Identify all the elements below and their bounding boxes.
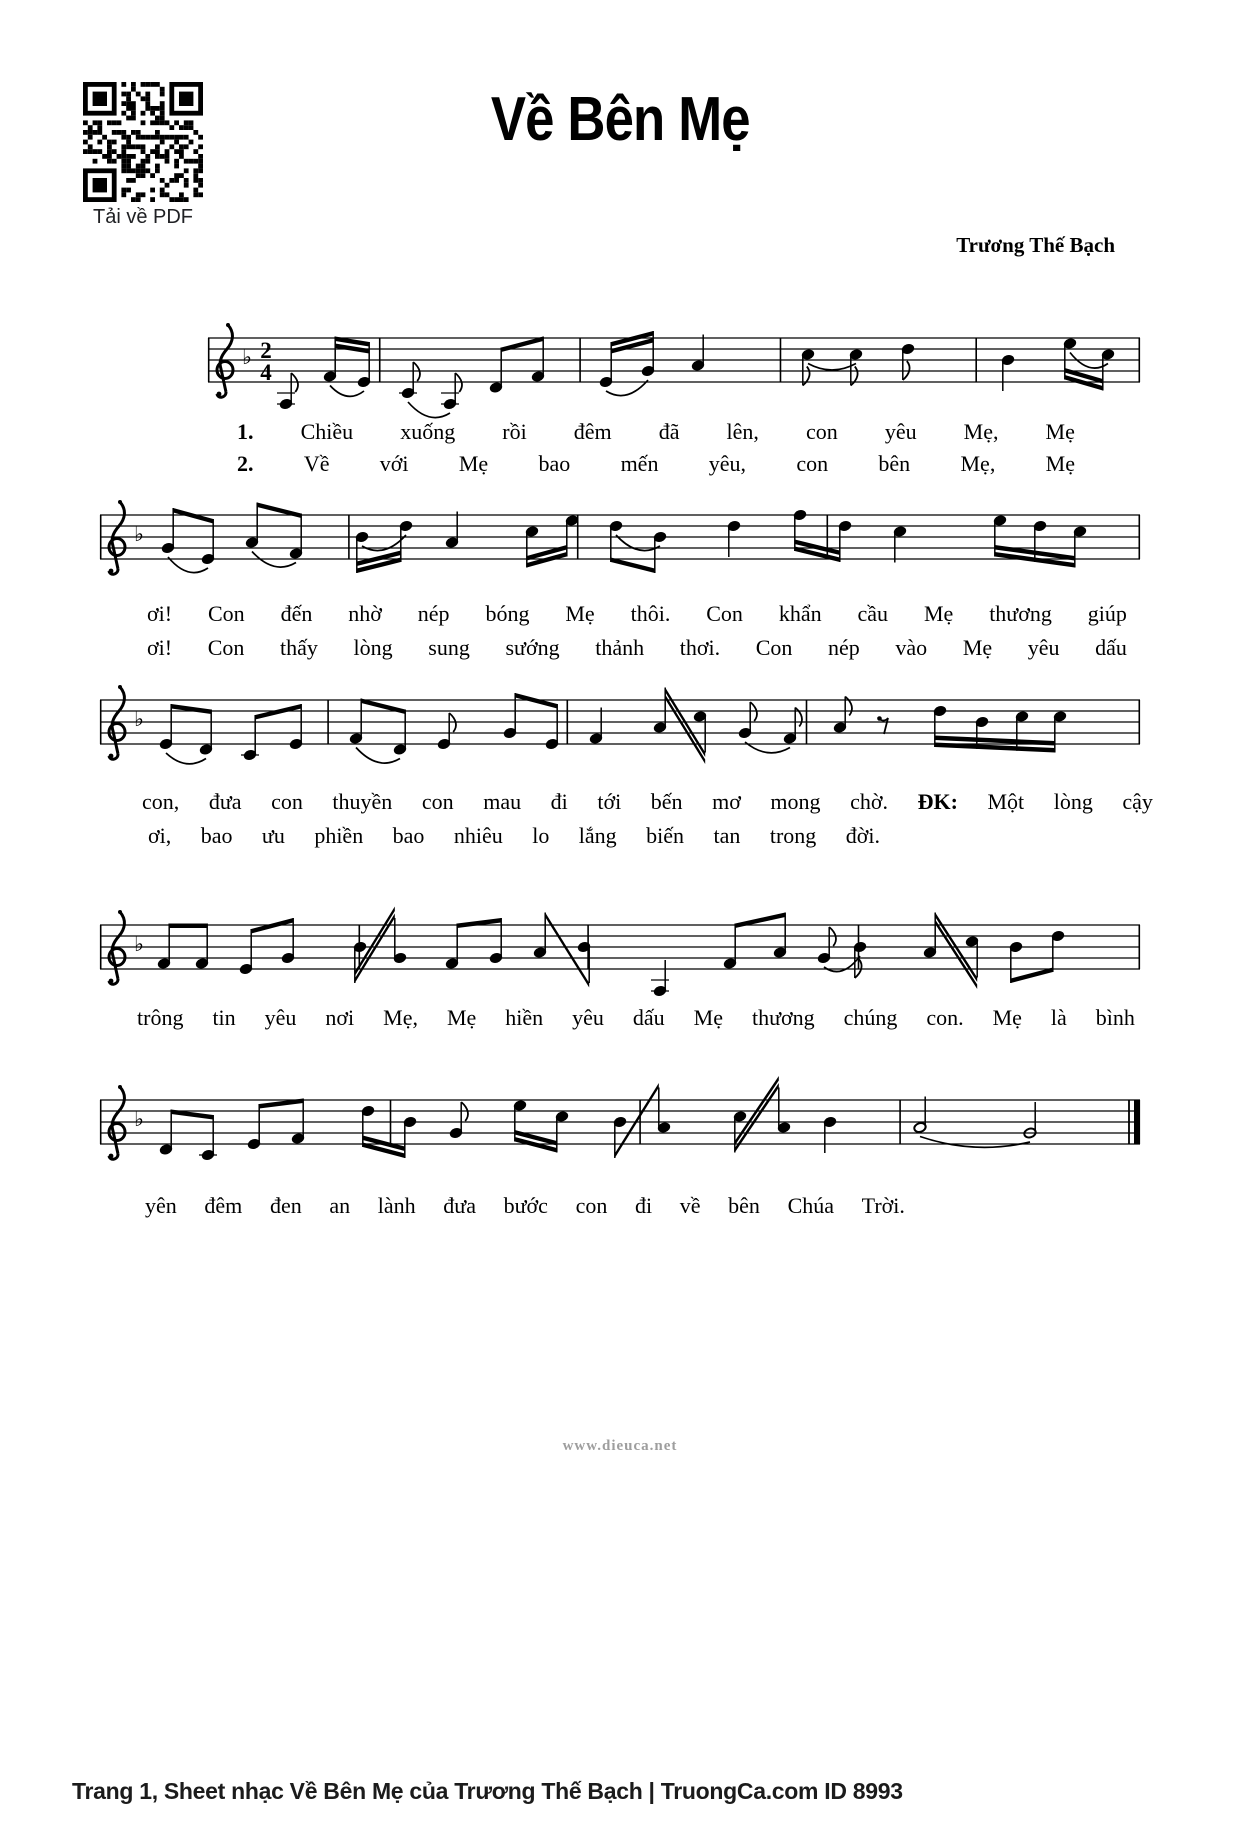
- lyric-word: ơi!: [147, 635, 173, 660]
- lyric-word: con.: [926, 1005, 964, 1030]
- lyric-word: yên: [145, 1193, 177, 1218]
- lyric-word: con: [806, 419, 838, 444]
- lyric-word: đưa: [443, 1193, 476, 1218]
- lyric-word: nép: [417, 601, 450, 626]
- lyric-word: bao: [200, 823, 233, 848]
- lyric-word: lành: [377, 1193, 416, 1218]
- lyric-word: là: [1050, 1005, 1067, 1030]
- lyric-line-verse2-c: [148, 822, 880, 850]
- svg-text:♭: ♭: [134, 522, 144, 546]
- lyric-word: mơ: [712, 789, 741, 814]
- lyric-word: nhiêu: [453, 823, 503, 848]
- lyric-word: yêu,: [708, 451, 747, 476]
- lyric-word: Về: [303, 451, 330, 476]
- lyric-word: thương: [989, 601, 1052, 626]
- svg-text:♭: ♭: [134, 707, 144, 731]
- lyric-line-chorus-b: [145, 1192, 905, 1220]
- lyric-line-verse1-b: [147, 600, 1127, 628]
- lyric-word: con: [796, 451, 829, 476]
- lyric-word: nép: [828, 635, 860, 660]
- lyric-word: tới: [597, 789, 622, 814]
- lyric-word: với: [379, 451, 409, 476]
- lyric-line-verse1-a: [237, 418, 1075, 446]
- lyric-line-chorus-a: [137, 1004, 1135, 1032]
- lyric-word: thơi.: [679, 635, 721, 660]
- lyric-word: yêu: [1027, 635, 1060, 660]
- lyric-word: đi: [635, 1193, 653, 1218]
- lyric-word: con: [421, 789, 454, 814]
- svg-text:♭: ♭: [242, 345, 252, 369]
- lyric-word: dấu: [1095, 635, 1127, 660]
- lyric-word: Con: [755, 635, 793, 660]
- lyric-word: Mẹ: [923, 601, 954, 626]
- lyric-word: sung: [428, 635, 470, 660]
- lyric-word: biến: [646, 823, 685, 848]
- lyric-word: yêu: [264, 1005, 297, 1030]
- lyric-word: an: [329, 1193, 351, 1218]
- download-pdf-label[interactable]: Tải về PDF: [92, 206, 194, 228]
- lyric-word: lo: [532, 823, 550, 848]
- lyric-word: ơi!: [147, 601, 173, 626]
- lyric-word: đời.: [845, 823, 880, 848]
- lyric-word: mong: [770, 789, 821, 814]
- lyric-word: Chúa: [787, 1193, 835, 1218]
- lyric-word: cậy: [1122, 789, 1153, 814]
- lyric-word: cầu: [857, 601, 889, 626]
- watermark-text: www.dieuca.net: [562, 1438, 678, 1454]
- lyric-word: thuyền: [332, 789, 393, 814]
- lyric-word: đen: [269, 1193, 302, 1218]
- lyric-word: đến: [280, 601, 313, 626]
- lyric-word: con: [271, 789, 303, 814]
- lyric-word: bao: [538, 451, 571, 476]
- lyric-word: bao: [392, 823, 425, 848]
- lyric-word: giúp: [1087, 601, 1127, 626]
- lyric-word: bên: [878, 451, 911, 476]
- lyric-word: Mẹ: [1045, 451, 1075, 476]
- lyric-word: phiền: [314, 823, 364, 848]
- lyric-word: đêm: [204, 1193, 243, 1218]
- lyric-word: ơi,: [148, 823, 172, 848]
- lyric-word: về: [679, 1193, 701, 1218]
- lyric-word: yêu: [572, 1005, 604, 1030]
- lyric-word: lòng: [353, 635, 393, 660]
- lyric-word: Mẹ: [565, 601, 595, 626]
- lyric-word: trông: [137, 1005, 184, 1030]
- lyric-word: mến: [620, 451, 659, 476]
- lyric-word: trong: [769, 823, 817, 848]
- lyric-word: rồi: [502, 419, 527, 444]
- lyric-word: đưa: [208, 789, 242, 814]
- lyric-word: Mẹ,: [383, 1005, 418, 1030]
- lyric-word: bình: [1095, 1005, 1135, 1030]
- lyric-word: bến: [650, 789, 683, 814]
- svg-text:♭: ♭: [134, 1107, 144, 1131]
- lyric-word: Mẹ: [458, 451, 489, 476]
- lyric-word: lắng: [578, 823, 617, 848]
- lyric-word: nơi: [325, 1005, 355, 1030]
- lyric-word: Chiều: [300, 419, 354, 444]
- lyric-word: tin: [212, 1005, 236, 1030]
- lyric-word: mau: [483, 789, 522, 814]
- lyric-word: sướng: [505, 635, 560, 660]
- lyric-word: khẩn: [778, 601, 822, 626]
- lyric-word: chúng: [843, 1005, 898, 1030]
- lyric-word: yêu: [884, 419, 917, 444]
- lyric-word: 2.: [237, 451, 254, 476]
- lyric-word: lên,: [726, 419, 759, 444]
- svg-text:4: 4: [260, 360, 272, 385]
- footer-caption: Trang 1, Sheet nhạc Về Bên Mẹ của Trương Thế Bạch | TruongCa.com ID 8993: [72, 1778, 903, 1804]
- lyric-word: nhờ: [348, 601, 382, 626]
- lyric-word: ĐK:: [917, 789, 958, 814]
- lyric-word: Mẹ: [693, 1005, 723, 1030]
- music-staff-system-5: [85, 1052, 1165, 1212]
- lyric-word: thấy: [280, 635, 318, 660]
- page-title: Về Bên Mẹ: [490, 85, 750, 154]
- lyric-word: Trời.: [861, 1193, 905, 1218]
- lyric-word: tan: [713, 823, 741, 848]
- lyric-line-verse1-c: [142, 788, 1153, 816]
- lyric-word: Con: [706, 601, 743, 626]
- lyric-word: thảnh: [595, 635, 645, 660]
- lyric-word: hiền: [505, 1005, 544, 1030]
- lyric-word: thương: [751, 1005, 815, 1030]
- svg-text:2: 2: [260, 338, 272, 363]
- lyric-word: Mẹ: [962, 635, 993, 660]
- lyric-word: thôi.: [630, 601, 671, 626]
- lyric-word: Một: [987, 789, 1025, 814]
- lyric-word: bóng: [485, 601, 530, 626]
- lyric-word: Mẹ,: [963, 419, 999, 444]
- lyric-word: đêm: [573, 419, 612, 444]
- lyric-word: Con: [207, 635, 245, 660]
- lyric-word: đã: [658, 419, 680, 444]
- lyric-word: con,: [142, 789, 180, 814]
- lyric-word: bước: [503, 1193, 548, 1218]
- lyric-word: bên: [728, 1193, 760, 1218]
- lyric-word: Mẹ,: [960, 451, 996, 476]
- lyric-word: Mẹ: [1045, 419, 1075, 444]
- lyric-word: Mẹ: [992, 1005, 1022, 1030]
- lyric-word: vào: [895, 635, 928, 660]
- lyric-word: ưu: [261, 823, 285, 848]
- lyric-word: con: [575, 1193, 608, 1218]
- lyric-word: đi: [550, 789, 568, 814]
- lyric-word: xuống: [400, 419, 456, 444]
- svg-text:♭: ♭: [134, 932, 144, 956]
- lyric-word: Mẹ: [446, 1005, 477, 1030]
- lyric-line-verse2-b: [147, 634, 1127, 662]
- lyric-word: chờ.: [850, 789, 888, 814]
- lyric-word: lòng: [1053, 789, 1093, 814]
- lyric-word: Con: [207, 601, 245, 626]
- composer-name: Trương Thế Bạch: [956, 233, 1115, 257]
- lyric-line-verse2-a: [237, 450, 1075, 478]
- lyric-word: 1.: [237, 419, 254, 444]
- lyric-word: dấu: [632, 1005, 665, 1030]
